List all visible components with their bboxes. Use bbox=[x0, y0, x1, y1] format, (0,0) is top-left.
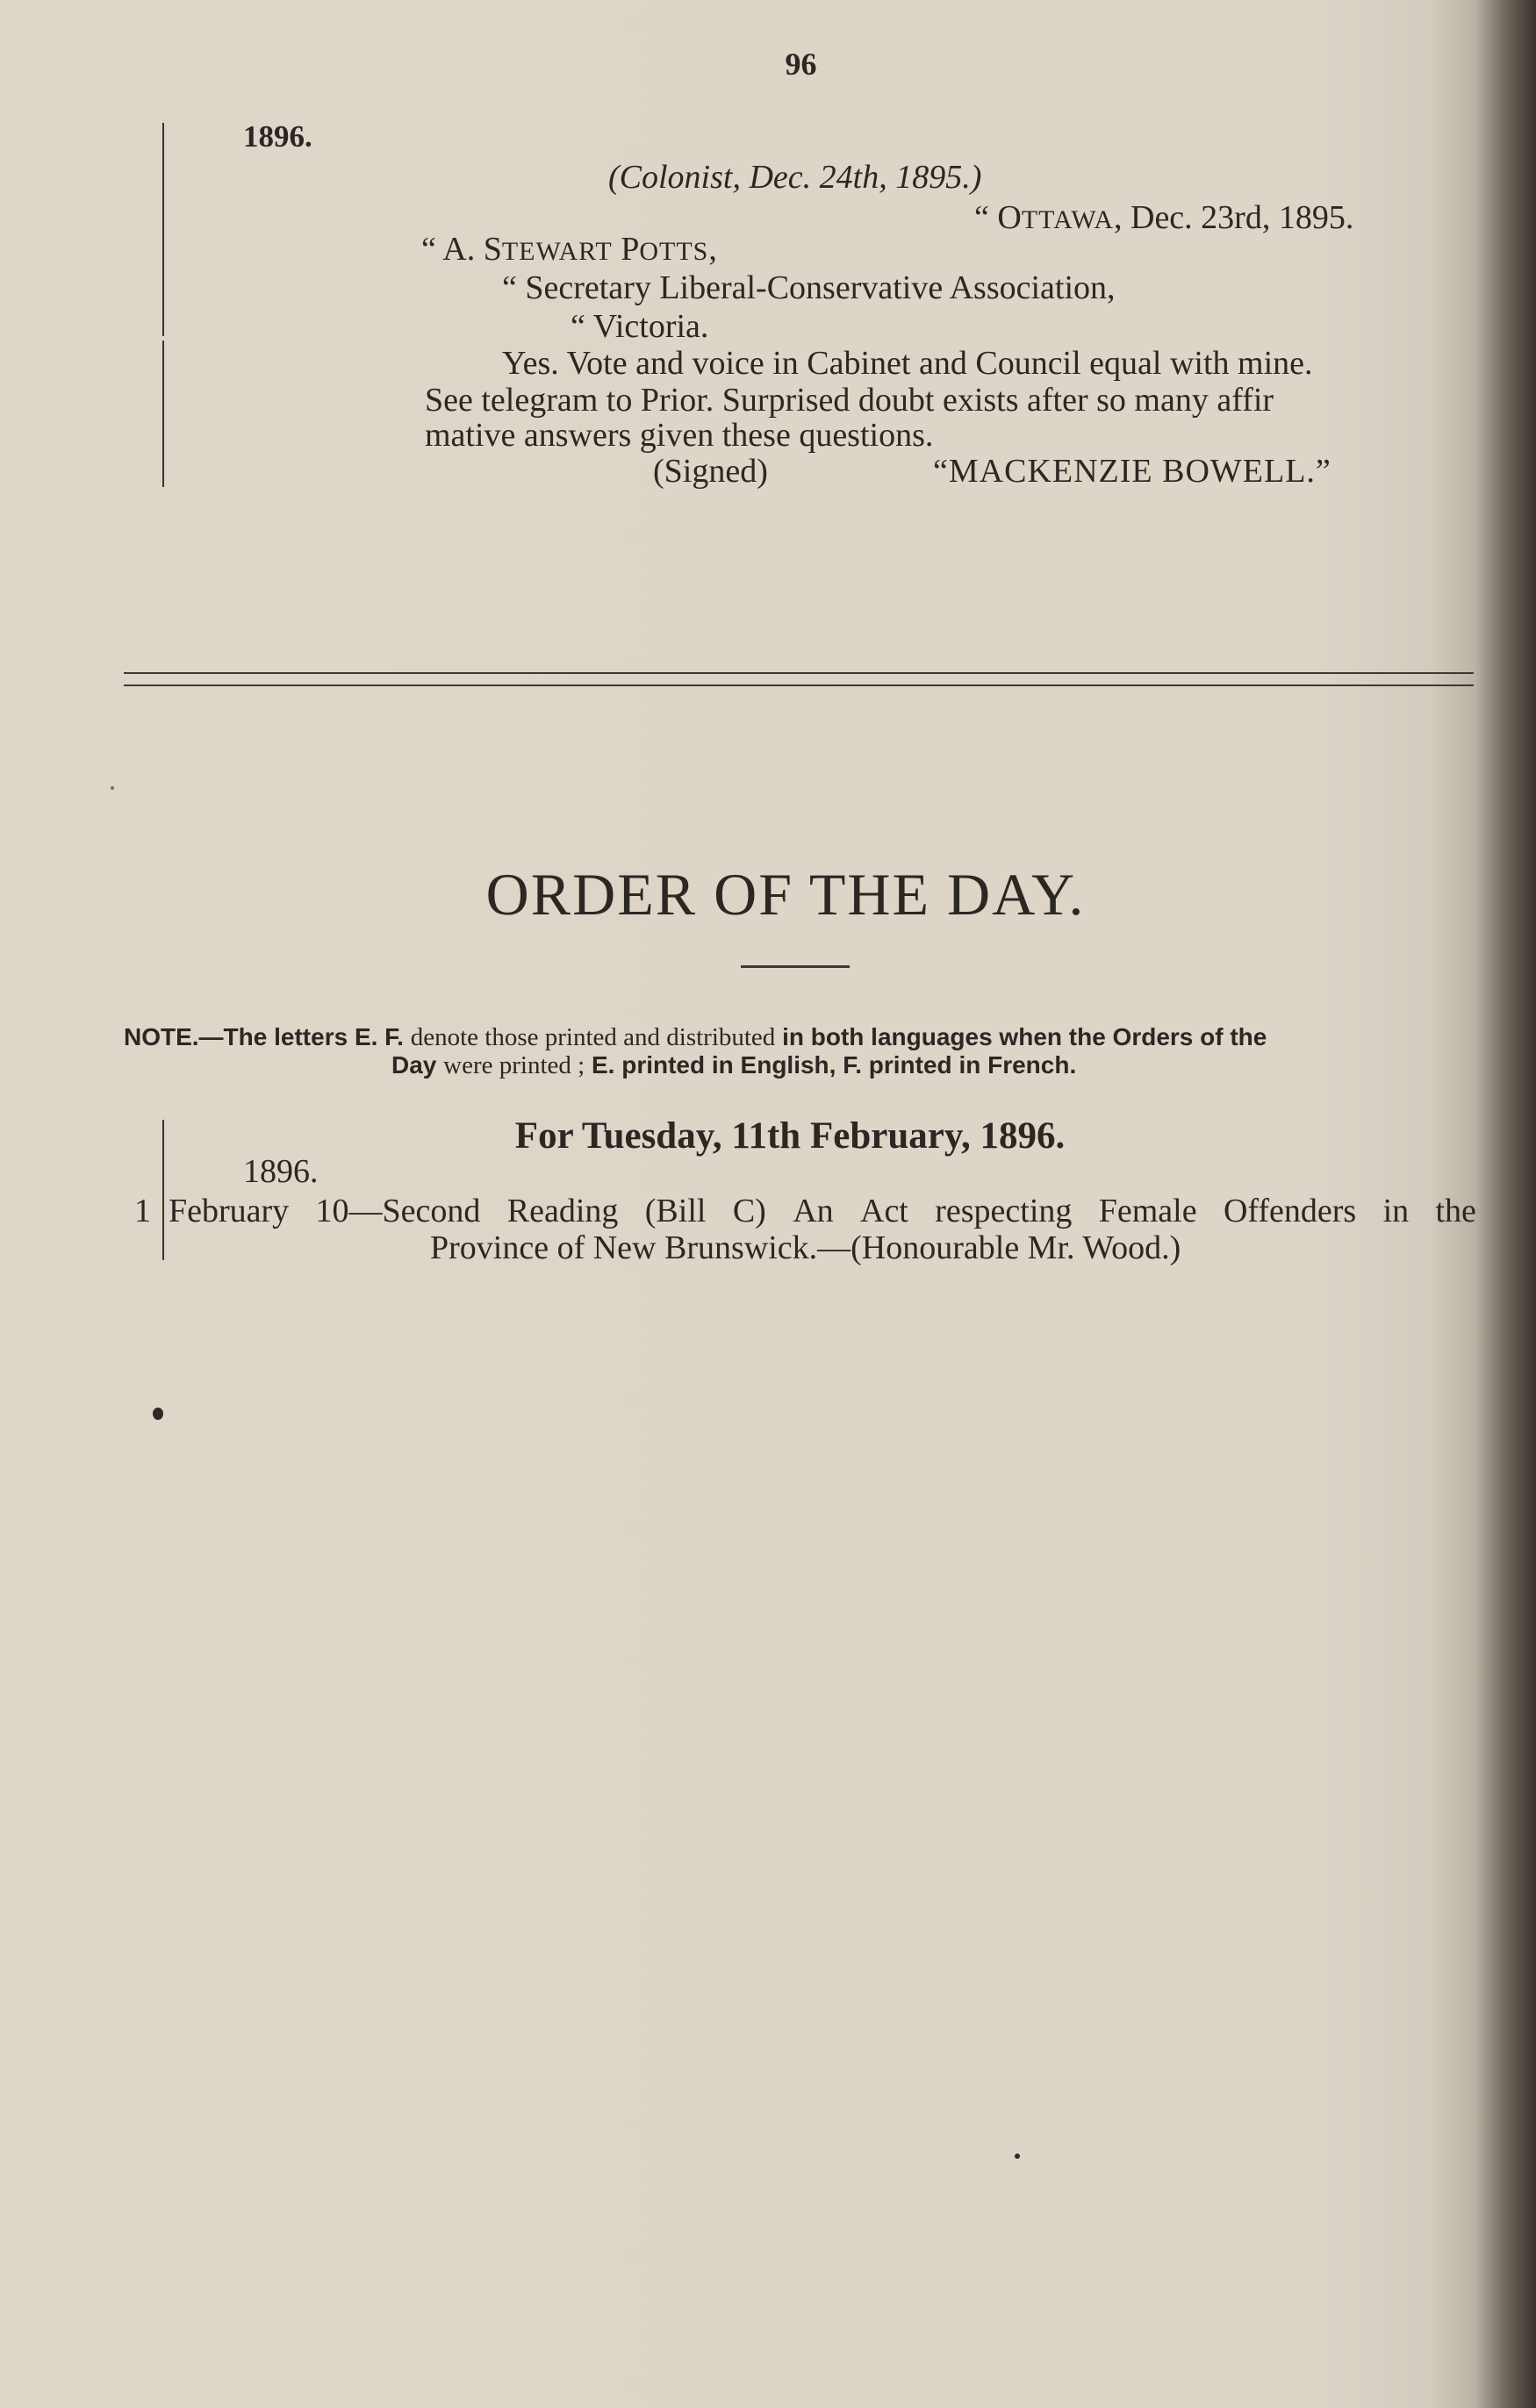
heading-underline bbox=[741, 965, 850, 968]
signature: “MACKENZIE BOWELL.” bbox=[933, 453, 1331, 490]
letter-addressee-title: “ Secretary Liberal-Conservative Association, bbox=[502, 269, 1116, 306]
order-item-word: 10—Second bbox=[315, 1193, 481, 1229]
letter-year: 1896. bbox=[243, 119, 312, 154]
order-item-word: Act bbox=[860, 1193, 908, 1229]
order-item-word: respecting bbox=[935, 1193, 1073, 1229]
order-item-word: Offenders bbox=[1223, 1193, 1357, 1229]
addressee-p-initial: P bbox=[621, 231, 640, 268]
print-speck bbox=[153, 1408, 163, 1420]
note-text-bold: Day bbox=[391, 1051, 437, 1079]
letter-body-line: Yes. Vote and voice in Cabinet and Council equal with mine. bbox=[502, 345, 1313, 382]
divider-rule-upper bbox=[124, 672, 1474, 674]
order-margin-rule bbox=[162, 1120, 164, 1260]
note-text-bold: in both languages when the Orders of the bbox=[782, 1023, 1267, 1050]
order-item-word: February bbox=[169, 1193, 290, 1229]
letter-dateline bbox=[974, 198, 1353, 237]
note-text: were printed ; bbox=[443, 1051, 585, 1079]
order-item-word: in bbox=[1382, 1193, 1410, 1229]
addressee-comma: , bbox=[708, 231, 717, 268]
print-speck bbox=[1015, 2154, 1020, 2159]
order-item-number: 1 bbox=[134, 1193, 151, 1229]
order-date-heading: For Tuesday, 11th February, 1896. bbox=[514, 1115, 1066, 1157]
note-label: NOTE.—The letters E. F. bbox=[124, 1023, 404, 1050]
order-item-word: C) bbox=[732, 1193, 766, 1229]
letter-addressee bbox=[421, 230, 717, 269]
order-item-word: An bbox=[793, 1193, 834, 1229]
dateline-date: , Dec. 23rd, 1895. bbox=[1114, 199, 1354, 236]
addressee-open: “ A. bbox=[421, 231, 484, 268]
letter-body-line: mative answers given these questions. bbox=[425, 417, 934, 454]
dateline-place-initial: O bbox=[997, 199, 1022, 236]
dateline-open-quote: “ bbox=[974, 199, 989, 236]
order-item-word: (Bill bbox=[644, 1193, 707, 1229]
note-line bbox=[391, 1051, 1076, 1080]
order-item-text-line1 bbox=[169, 1192, 1476, 1230]
print-speck bbox=[111, 786, 114, 790]
letter-source: (Colonist, Dec. 24th, 1895.) bbox=[608, 159, 982, 196]
margin-rule-middle bbox=[162, 340, 164, 487]
addressee-s-rest: TEWART bbox=[501, 237, 613, 266]
signed-label: (Signed) bbox=[653, 453, 768, 490]
divider-rule-lower bbox=[124, 684, 1474, 686]
note-text: denote those printed and distributed bbox=[410, 1023, 776, 1051]
dateline-place-rest: TTAWA bbox=[1021, 205, 1114, 234]
order-heading: ORDER OF THE DAY. bbox=[485, 861, 1086, 928]
letter-body-line: See telegram to Prior. Surprised doubt exists after so many affir bbox=[425, 382, 1274, 419]
page-number: 96 bbox=[785, 47, 817, 82]
order-item-text-line2: Province of New Brunswick.—(Honourable Mr. Wood.) bbox=[430, 1229, 1181, 1266]
order-item-year: 1896. bbox=[243, 1153, 319, 1190]
order-item-word: Reading bbox=[506, 1193, 619, 1229]
note-line bbox=[124, 1023, 1267, 1052]
order-item-word: Female bbox=[1098, 1193, 1197, 1229]
letter-addressee-city: “ Victoria. bbox=[571, 308, 709, 345]
addressee-s-initial: S bbox=[483, 231, 502, 268]
addressee-p-rest: OTTS bbox=[639, 237, 709, 266]
margin-rule-top bbox=[162, 123, 164, 336]
note-text-bold: E. printed in English, F. printed in French. bbox=[591, 1051, 1077, 1079]
order-item-word: the bbox=[1435, 1193, 1476, 1229]
